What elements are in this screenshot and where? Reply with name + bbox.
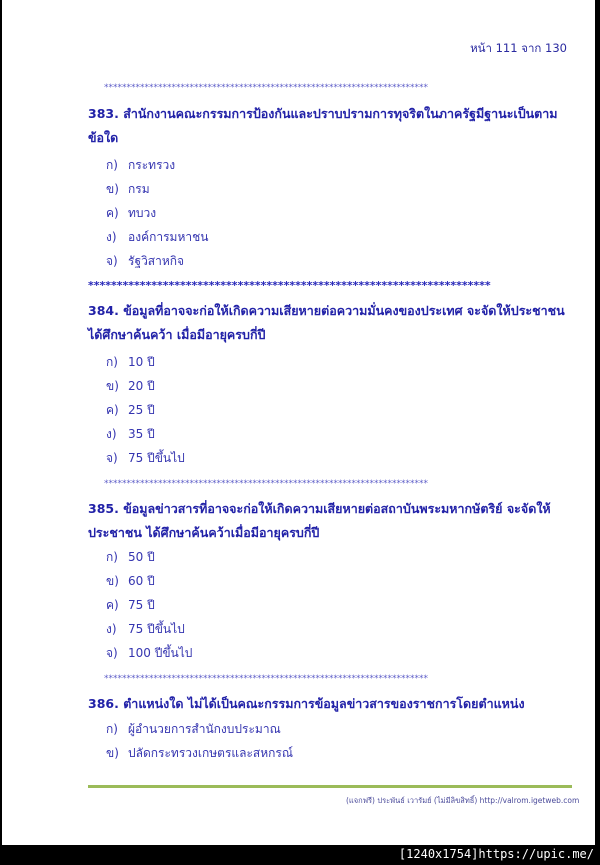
option: ง) 75 ปีขึ้นไป — [106, 622, 185, 636]
option: ง) 35 ปี — [106, 427, 155, 441]
footer-rule — [88, 785, 572, 788]
question-384: 384. ข้อมูลที่อาจจะก่อให้เกิดความเสียหายต่อความมั่นคงของประเทศ จะจัดให้ประชาชน ได้ศึกษาค้นคว้า เมื่อมีอายุครบกี่ปี — [88, 303, 565, 342]
document-page — [2, 0, 595, 845]
option: จ) 100 ปีขึ้นไป — [106, 646, 193, 660]
option: ข) ปลัดกระทรวงเกษตรและสหกรณ์ — [106, 746, 293, 760]
separator: ************************************************************************ — [104, 83, 428, 93]
page-number: หน้า 111 จาก 130 — [470, 41, 567, 55]
option: ค) ทบวง — [106, 206, 157, 220]
footer-credit: (แจกฟรี) ประพันธ์ เวารัมย์ (ไม่มีลิขสิทธิ์) http://valrom.igetweb.com — [346, 796, 580, 805]
question-383: 383. สำนักงานคณะกรรมการป้องกันและปราบปรามการทุจริตในภาครัฐมีฐานะเป็นตาม ข้อใด — [88, 106, 558, 145]
option: ข) 60 ปี — [106, 574, 155, 588]
question-386: 386. ตำแหน่งใด ไม่ได้เป็นคณะกรรมการข้อมูลข่าวสารของราชการโดยตำแหน่ง — [88, 696, 525, 711]
option: ค) 25 ปี — [106, 403, 155, 417]
option: ค) 75 ปี — [106, 598, 155, 612]
separator-bold: ********************************************************************** — [88, 281, 491, 291]
option: ข) 20 ปี — [106, 379, 155, 393]
option: ก) ผู้อำนวยการสำนักงบประมาณ — [106, 722, 281, 736]
separator: ************************************************************************ — [104, 674, 428, 684]
option: ก) 10 ปี — [106, 355, 155, 369]
option: ก) 50 ปี — [106, 550, 155, 564]
option: จ) 75 ปีขึ้นไป — [106, 451, 185, 465]
watermark: [1240x1754]https://upic.me/ — [398, 847, 594, 861]
separator: ************************************************************************ — [104, 479, 428, 489]
option: ข) กรม — [106, 182, 150, 196]
option: ก) กระทรวง — [106, 158, 176, 172]
question-385: 385. ข้อมูลข่าวสารที่อาจจะก่อให้เกิดความเสียหายต่อสถาบันพระมหากษัตริย์ จะจัดให้ ประชาชน ได้ศึกษาค้นคว้าเมื่อมีอายุครบกี่ปี — [88, 501, 551, 540]
option: จ) รัฐวิสาหกิจ — [106, 254, 185, 268]
option: ง) องค์การมหาชน — [106, 230, 209, 244]
